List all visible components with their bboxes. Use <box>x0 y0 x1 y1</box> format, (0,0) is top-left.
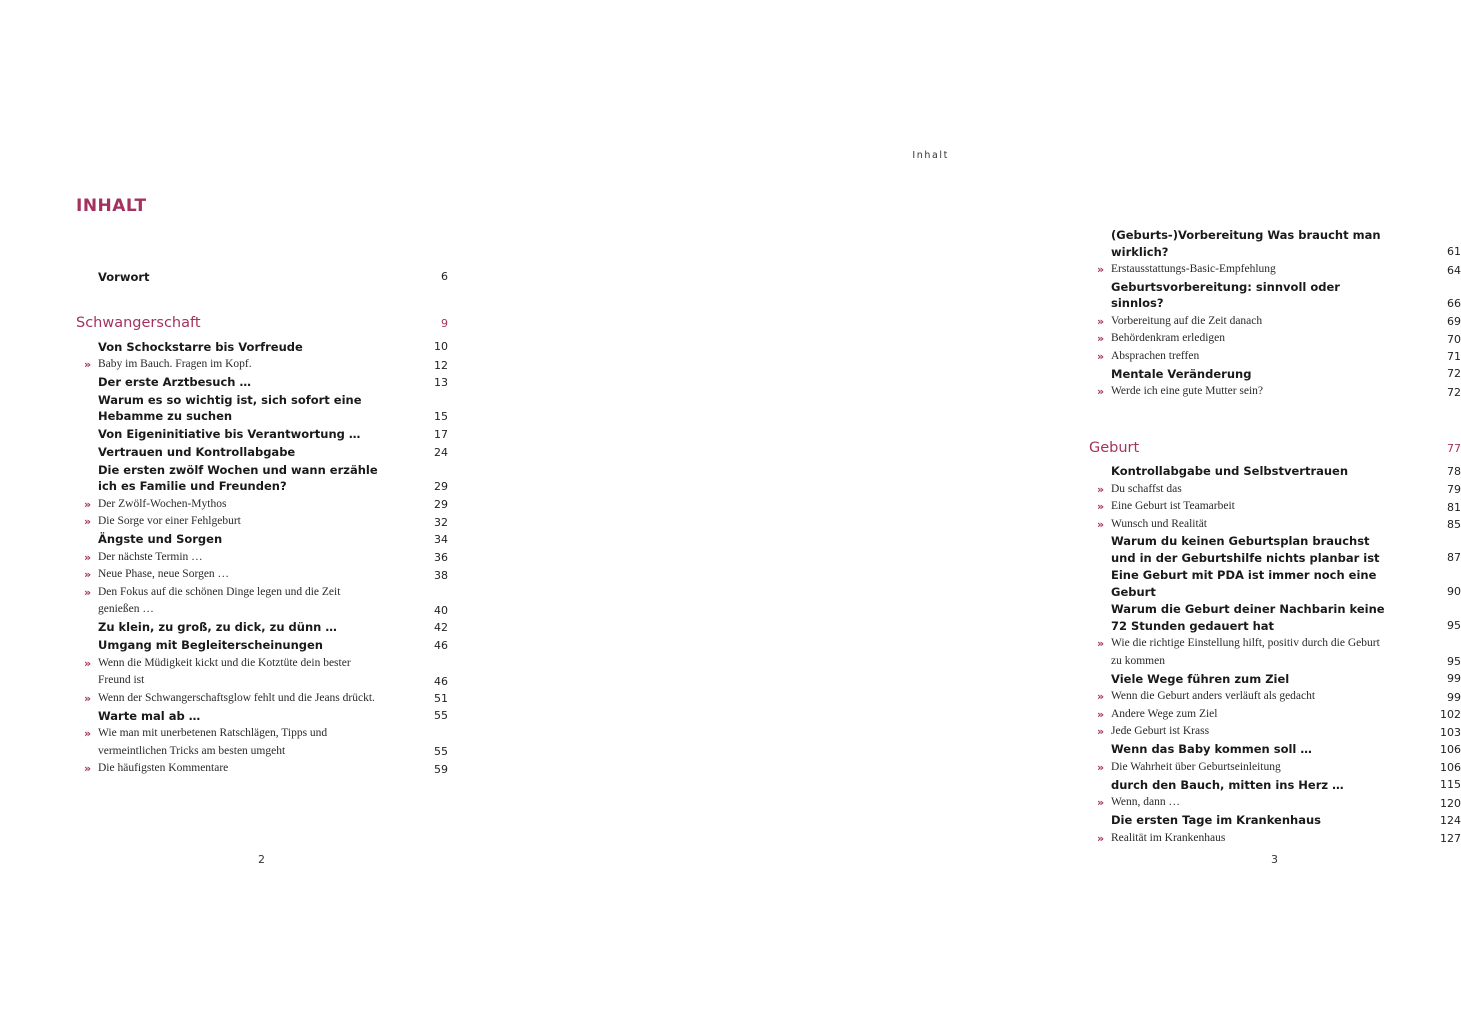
toc-subentry[interactable] <box>1089 313 1461 331</box>
toc-entry-title: (Geburts-)Vorbereitung Was braucht man wirklich? <box>1111 228 1381 259</box>
chevron-bullet-icon: » <box>84 550 92 564</box>
left-page <box>0 0 512 1024</box>
toc-entry-page: 95 <box>1447 619 1461 632</box>
toc-entry-page: 124 <box>1440 813 1461 827</box>
toc-entry-title: Behördenkram erledigen <box>1111 332 1225 344</box>
toc-entry-page: 29 <box>434 479 448 493</box>
chevron-bullet-icon: » <box>1097 517 1105 531</box>
toc-entry-title: Zu klein, zu groß, zu dick, zu dünn … <box>98 620 337 634</box>
toc-entry-page: 115 <box>1440 778 1461 791</box>
toc-subentry[interactable] <box>1089 261 1461 279</box>
toc-entry-page: 85 <box>1447 518 1461 531</box>
toc-entry-title: Wenn die Geburt anders verläuft als gedacht <box>1111 690 1316 702</box>
chevron-bullet-icon: » <box>1097 332 1105 345</box>
chevron-bullet-icon: » <box>1097 500 1105 513</box>
toc-entry-page: 10 <box>434 340 448 353</box>
toc-entry-page: 81 <box>1447 500 1461 514</box>
toc-entry-title: Die ersten Tage im Krankenhaus <box>1111 813 1322 827</box>
toc-entry[interactable] <box>1089 601 1461 634</box>
toc-entry-title: Wie die richtige Einstellung hilft, positiv durch die Geburt zu kommen <box>1111 637 1380 667</box>
right-page <box>512 0 1461 1024</box>
chevron-bullet-icon: » <box>84 497 92 511</box>
toc-entry-title: Warte mal ab … <box>98 708 201 723</box>
toc-subentry[interactable] <box>76 356 448 374</box>
toc-entry[interactable] <box>1089 741 1461 758</box>
toc-entry-page: 61 <box>1447 245 1461 258</box>
toc-entry[interactable] <box>1089 227 1461 260</box>
toc-entry-page: 51 <box>434 692 448 705</box>
chevron-bullet-icon: » <box>1097 690 1105 703</box>
chevron-bullet-icon: » <box>1097 314 1105 328</box>
toc-entry-page: 42 <box>434 620 448 634</box>
toc-entry-page: 13 <box>434 375 448 389</box>
toc-entry-page: 127 <box>1440 832 1461 845</box>
toc-entry-title: Viele Wege führen zum Ziel <box>1111 671 1290 686</box>
chevron-bullet-icon: » <box>1097 725 1105 738</box>
toc-entry-page: 87 <box>1447 551 1461 564</box>
toc-entry-title: Mentale Veränderung <box>1111 366 1252 381</box>
toc-subentry[interactable] <box>1089 330 1461 348</box>
toc-entry-title: Geburtsvorbereitung: sinnvoll oder sinnlos? <box>1111 279 1340 310</box>
toc-subentry[interactable] <box>76 690 448 708</box>
toc-entry-page: 77 <box>1447 441 1461 455</box>
chevron-bullet-icon: » <box>84 727 92 740</box>
toc-list-right <box>1089 227 1461 847</box>
spacer <box>76 286 448 313</box>
chevron-bullet-icon: » <box>1097 385 1105 398</box>
toc-entry-title: Absprachen treffen <box>1111 349 1200 362</box>
toc-entry-title: Warum die Geburt deiner Nachbarin keine 72 Stunden gedauert hat <box>1111 602 1385 633</box>
toc-subentry[interactable] <box>1089 383 1461 401</box>
chevron-bullet-icon: » <box>1097 482 1105 496</box>
toc-entry-page: 55 <box>434 709 448 722</box>
chevron-bullet-icon: » <box>84 515 92 528</box>
toc-subentry[interactable] <box>76 725 448 760</box>
toc-section[interactable] <box>1089 438 1461 458</box>
chevron-bullet-icon: » <box>1097 796 1105 809</box>
toc-entry[interactable] <box>1089 670 1461 687</box>
toc-entry-page: 24 <box>434 445 448 459</box>
toc-entry-page: 34 <box>434 532 448 546</box>
chevron-bullet-icon: » <box>1097 831 1105 845</box>
toc-entry[interactable] <box>76 268 448 285</box>
toc-entry-title: Erstausstattungs-Basic-Empfehlung <box>1111 263 1276 275</box>
toc-entry-title: Neue Phase, neue Sorgen … <box>98 568 230 580</box>
toc-entry-page: 32 <box>434 515 448 529</box>
toc-entry-title: Baby im Bauch. Fragen im Kopf. <box>98 358 252 370</box>
toc-entry-title: Vorbereitung auf die Zeit danach <box>1111 314 1263 327</box>
toc-subentry[interactable] <box>76 513 448 531</box>
toc-entry-title: Von Eigeninitiative bis Verantwortung … <box>98 427 361 441</box>
toc-list-left <box>76 268 448 778</box>
toc-entry-title: Die Sorge vor einer Fehlgeburt <box>98 515 241 527</box>
toc-entry-page: 9 <box>441 317 448 330</box>
toc-entry-page: 38 <box>434 568 448 582</box>
toc-entry-title: Du schaffst das <box>1111 482 1182 495</box>
chevron-bullet-icon: » <box>84 656 92 670</box>
toc-entry[interactable] <box>76 462 448 495</box>
toc-entry[interactable] <box>76 707 448 724</box>
toc-entry[interactable] <box>76 426 448 443</box>
chevron-bullet-icon: » <box>84 358 92 371</box>
toc-entry-title: Eine Geburt ist Teamarbeit <box>1111 500 1235 512</box>
toc-entry-page: 79 <box>1447 483 1461 496</box>
toc-entry-title: Eine Geburt mit PDA ist immer noch eine Geburt <box>1111 568 1377 599</box>
toc-entry[interactable] <box>76 374 448 391</box>
toc-entry-page: 40 <box>434 603 448 617</box>
toc-entry-title: durch den Bauch, mitten ins Herz … <box>1111 777 1344 792</box>
toc-entry-title: Wie man mit unerbetenen Ratschlägen, Tipps und vermeintlichen Tricks am besten umgeht <box>98 727 328 757</box>
toc-entry-page: 78 <box>1447 464 1461 478</box>
toc-subentry[interactable] <box>76 496 448 514</box>
toc-entry-title: Der erste Arztbesuch … <box>98 375 251 389</box>
toc-entry[interactable] <box>1089 365 1461 382</box>
chevron-bullet-icon: » <box>1097 707 1105 721</box>
toc-entry-page: 106 <box>1440 742 1461 756</box>
toc-entry-page: 120 <box>1440 796 1461 810</box>
toc-entry-page: 59 <box>434 762 448 776</box>
toc-entry[interactable] <box>1089 567 1461 600</box>
toc-entry-title: Die ersten zwölf Wochen und wann erzähle ich es Familie und Freunden? <box>98 462 378 493</box>
toc-entry-title: Wunsch und Realität <box>1111 517 1207 530</box>
toc-entry[interactable] <box>76 531 448 548</box>
toc-subentry[interactable] <box>1089 481 1461 499</box>
toc-entry-page: 69 <box>1447 315 1461 328</box>
toc-entry-title: Umgang mit Begleiterscheinungen <box>98 638 323 652</box>
toc-entry-title: Kontrollabgabe und Selbstvertrauen <box>1111 464 1349 478</box>
toc-subentry[interactable] <box>1089 723 1461 741</box>
toc-entry-title: Realität im Krankenhaus <box>1111 831 1226 844</box>
toc-entry-page: 15 <box>434 409 448 423</box>
toc-entry[interactable] <box>1089 463 1461 480</box>
toc-entry-title: Warum es so wichtig ist, sich sofort eine Hebamme zu suchen <box>98 392 362 423</box>
toc-subentry[interactable] <box>1089 706 1461 724</box>
toc-entry-page: 6 <box>441 270 448 283</box>
toc-entry-page: 95 <box>1447 655 1461 668</box>
toc-entry-title: Jede Geburt ist Krass <box>1111 725 1210 737</box>
toc-entry-title: Vorwort <box>98 269 150 284</box>
chevron-bullet-icon: » <box>84 568 92 581</box>
toc-subentry[interactable] <box>76 584 448 619</box>
toc-entry-title: Von Schockstarre bis Vorfreude <box>98 339 303 354</box>
chevron-bullet-icon: » <box>84 691 92 705</box>
toc-entry-title: Vertrauen und Kontrollabgabe <box>98 445 296 459</box>
toc-entry[interactable] <box>1089 812 1461 829</box>
toc-entry[interactable] <box>1089 776 1461 793</box>
toc-entry-page: 36 <box>434 551 448 564</box>
toc-entry-page: 90 <box>1447 585 1461 598</box>
toc-entry-title: Geburt <box>1089 439 1140 456</box>
toc-entry[interactable] <box>76 392 448 425</box>
toc-entry[interactable] <box>76 619 448 636</box>
toc-entry-page: 64 <box>1447 263 1461 277</box>
toc-entry-title: Der nächste Termin … <box>98 550 203 563</box>
toc-subentry[interactable] <box>1089 688 1461 706</box>
toc-subentry[interactable] <box>76 760 448 778</box>
toc-entry-title: Die häufigsten Kommentare <box>98 762 229 774</box>
toc-entry-page: 55 <box>434 745 448 758</box>
toc-subentry[interactable] <box>1089 830 1461 848</box>
toc-entry[interactable] <box>76 338 448 355</box>
toc-entry-title: Schwangerschaft <box>76 315 201 331</box>
page-number-right: 3 <box>1271 853 1278 866</box>
toc-entry-title: Die Wahrheit über Geburtseinleitung <box>1111 760 1281 773</box>
toc-entry-page: 72 <box>1447 385 1461 399</box>
toc-entry-title: Wenn der Schwangerschaftsglow fehlt und die Jeans drückt. <box>98 691 375 704</box>
chevron-bullet-icon: » <box>1097 349 1105 363</box>
toc-subentry[interactable] <box>1089 794 1461 812</box>
toc-entry-page: 46 <box>434 674 448 688</box>
toc-entry-title: Den Fokus auf die schönen Dinge legen und die Zeit genießen … <box>98 585 341 615</box>
toc-subentry[interactable] <box>1089 759 1461 777</box>
toc-entry-page: 70 <box>1447 332 1461 346</box>
toc-entry-title: Ängste und Sorgen <box>98 532 223 546</box>
toc-entry-page: 103 <box>1440 725 1461 739</box>
toc-entry-title: Wenn das Baby kommen soll … <box>1111 742 1312 756</box>
chevron-bullet-icon: » <box>84 585 92 599</box>
toc-entry-page: 72 <box>1447 367 1461 380</box>
page-number-left: 2 <box>258 853 265 866</box>
toc-entry-page: 99 <box>1447 690 1461 704</box>
toc-subentry[interactable] <box>76 655 448 690</box>
toc-entry-page: 106 <box>1440 761 1461 774</box>
toc-entry-page: 102 <box>1440 708 1461 721</box>
toc-subentry[interactable] <box>1089 516 1461 534</box>
toc-entry-title: Der Zwölf-Wochen-Mythos <box>98 497 227 510</box>
spacer <box>1089 401 1461 438</box>
toc-section[interactable] <box>76 313 448 333</box>
toc-entry-title: Warum du keinen Geburtsplan brauchst und in der Geburtshilfe nichts planbar ist <box>1111 534 1380 565</box>
chevron-bullet-icon: » <box>1097 263 1105 276</box>
toc-entry-page: 66 <box>1447 296 1461 310</box>
toc-entry[interactable] <box>76 444 448 461</box>
toc-entry-title: Wenn, dann … <box>1111 796 1181 808</box>
toc-entry-title: Werde ich eine gute Mutter sein? <box>1111 385 1264 397</box>
chevron-bullet-icon: » <box>1097 637 1105 650</box>
toc-subentry[interactable] <box>76 549 448 567</box>
toc-entry-page: 29 <box>434 498 448 511</box>
toc-subentry[interactable] <box>76 566 448 584</box>
toc-entry-title: Wenn die Müdigkeit kickt und die Kotztüte dein bester Freund ist <box>98 656 351 686</box>
toc-entry-page: 46 <box>434 638 448 652</box>
toc-entry-page: 71 <box>1447 350 1461 363</box>
toc-entry[interactable] <box>1089 533 1461 566</box>
chevron-bullet-icon: » <box>1097 760 1105 774</box>
toc-entry[interactable] <box>76 637 448 654</box>
toc-subentry[interactable] <box>1089 635 1461 670</box>
toc-entry-title: Andere Wege zum Ziel <box>1111 707 1218 720</box>
toc-entry[interactable] <box>1089 279 1461 312</box>
toc-title: INHALT <box>76 196 147 216</box>
toc-subentry[interactable] <box>1089 348 1461 366</box>
toc-entry-page: 17 <box>434 427 448 441</box>
chevron-bullet-icon: » <box>84 762 92 775</box>
running-head: Inhalt <box>912 150 949 161</box>
toc-subentry[interactable] <box>1089 498 1461 516</box>
toc-entry-page: 99 <box>1447 672 1461 685</box>
toc-entry-page: 12 <box>434 358 448 372</box>
